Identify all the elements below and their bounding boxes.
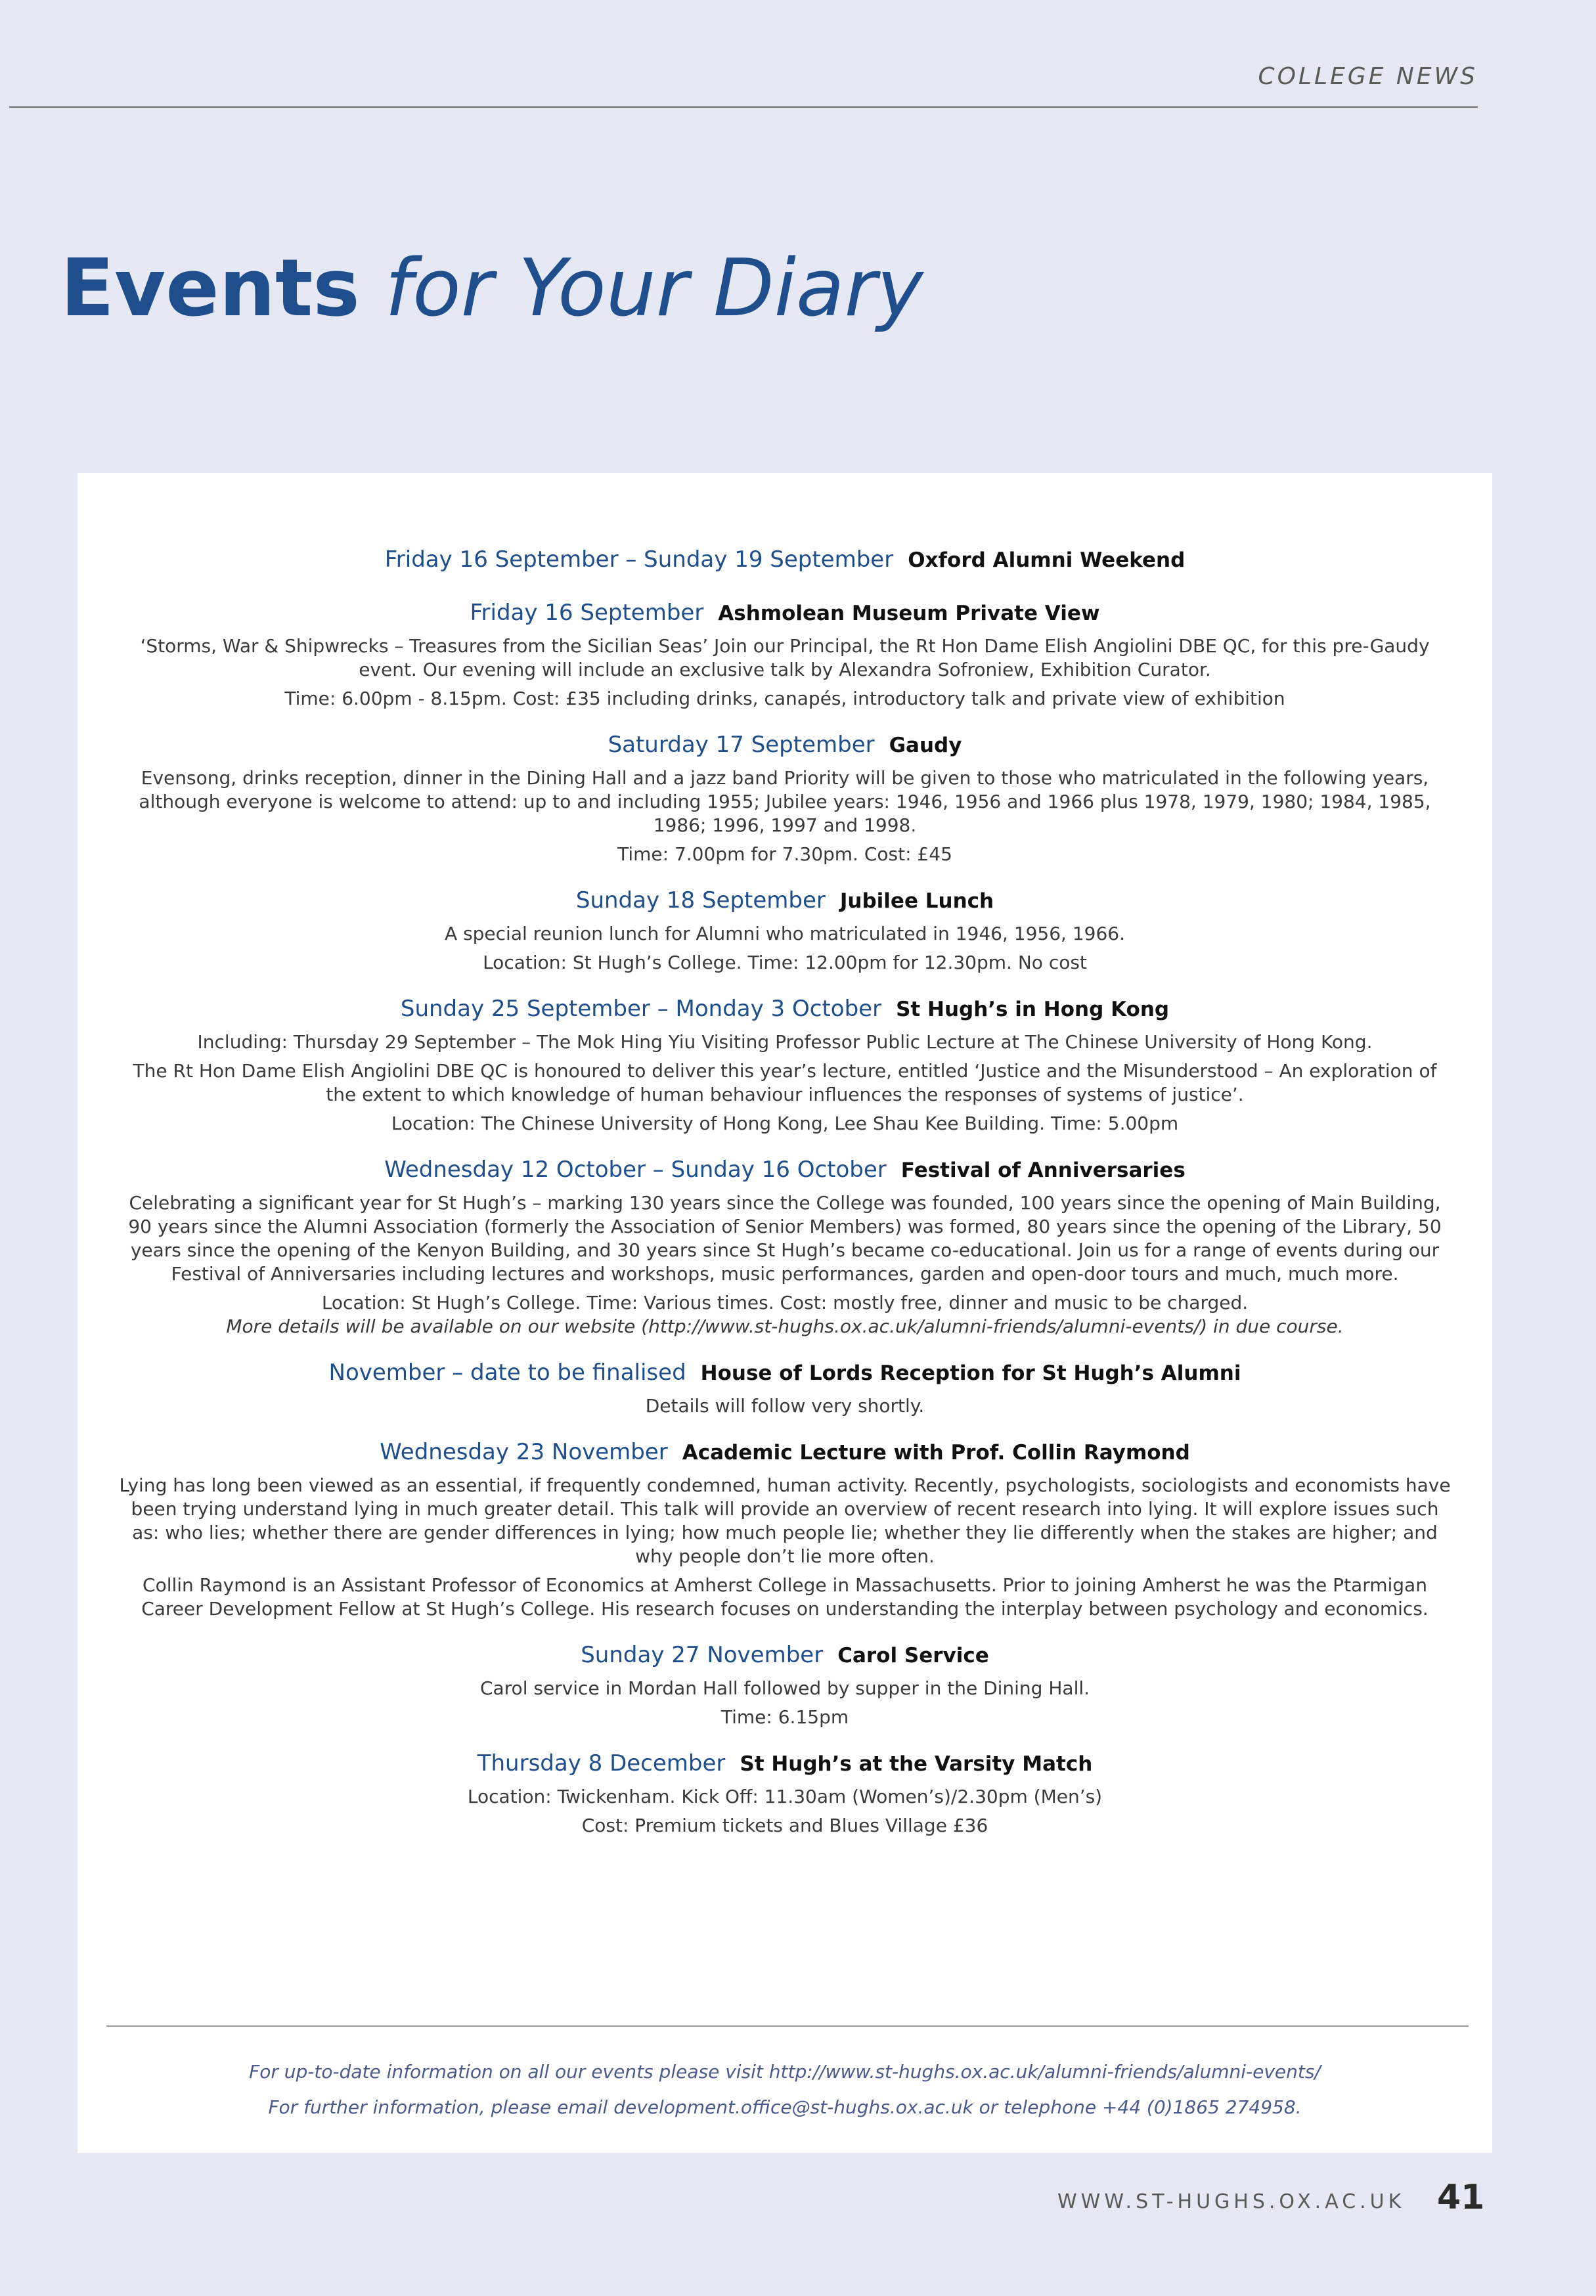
event-details: Time: 7.00pm for 7.30pm. Cost: £45 (617, 843, 952, 865)
page-title-bold: Events (60, 243, 360, 334)
event-name: St Hugh’s at the Varsity Match (740, 1752, 1093, 1776)
event-name: House of Lords Reception for St Hugh’s Alumni (700, 1361, 1241, 1385)
event-description: The Rt Hon Dame Elish Angiolini DBE QC is honoured to deliver this year’s lecture, entitled ‘Justice and the Misunderstood – An exploration of the extent to which knowledge of human behaviour influences the responses of systems of justice’. (133, 1060, 1437, 1105)
event-item (117, 598, 1453, 711)
event-details: Location: Twickenham. Kick Off: 11.30am (Women’s)/2.30pm (Men’s) (467, 1786, 1103, 1807)
page-number: 41 (1437, 2178, 1485, 2217)
event-details: Time: 6.00pm - 8.15pm. Cost: £35 including drinks, canapés, introductory talk and private view of exhibition (284, 688, 1285, 709)
event-item (117, 1358, 1453, 1418)
site-url: WWW.ST-HUGHS.OX.AC.UK (1057, 2190, 1406, 2213)
event-date: Sunday 27 November (581, 1642, 824, 1668)
page-title (60, 243, 923, 334)
footer (78, 2054, 1492, 2125)
section-label: COLLEGE NEWS (1258, 63, 1478, 90)
event-item (117, 1155, 1453, 1338)
event-name: St Hugh’s in Hong Kong (896, 998, 1170, 1021)
event-name: Ashmolean Museum Private View (718, 602, 1100, 625)
event-description: Evensong, drinks reception, dinner in the Dining Hall and a jazz band Priority will be given to those who matriculated in the following years, although everyone is welcome to attend: up to and including 1955; Jubilee years: 1946, 1956 and 1966 plus 1978, 1979, 1980; 1984, 1985, 1986; 1996, 1997 and 1998. (139, 767, 1431, 836)
event-item (117, 545, 1453, 575)
event-description: ‘Storms, War & Shipwrecks – Treasures from the Sicilian Seas’ Join our Principal, the Rt Hon Dame Elish Angiolini DBE QC, for this pre-Gaudy event. Our evening will include an exclusive talk by Alexandra Sofroniew, Exhibition Curator. (140, 635, 1430, 680)
events-panel (78, 473, 1492, 2153)
event-details: Cost: Premium tickets and Blues Village £36 (581, 1815, 988, 1836)
event-item (117, 1641, 1453, 1729)
event-item (117, 994, 1453, 1136)
event-date: Wednesday 12 October – Sunday 16 October (384, 1157, 887, 1183)
event-date: November – date to be finalised (328, 1359, 686, 1386)
event-name: Gaudy (889, 734, 962, 757)
event-date: Sunday 25 September – Monday 3 October (400, 996, 882, 1022)
event-details: Details will follow very shortly. (645, 1395, 925, 1417)
event-name: Jubilee Lunch (839, 889, 994, 913)
event-date: Saturday 17 September (608, 732, 875, 758)
event-item (117, 1438, 1453, 1621)
event-item (117, 730, 1453, 866)
event-name: Carol Service (837, 1644, 989, 1667)
event-details: Location: St Hugh’s College. Time: 12.00pm for 12.30pm. No cost (483, 952, 1087, 973)
event-date: Thursday 8 December (477, 1750, 726, 1777)
event-date: Sunday 18 September (575, 887, 826, 914)
footer-rule (106, 2025, 1469, 2027)
event-details: Location: The Chinese University of Hong Kong, Lee Shau Kee Building. Time: 5.00pm (391, 1113, 1179, 1134)
event-description: Lying has long been viewed as an essential, if frequently condemned, human activity. Recently, psychologists, sociologists and economists have been trying understand lying in much greater detail. This talk will provide an overview of recent research into lying. It will explore issues such as: who lies; whether there are gender differences in lying; how much people lie; whether they lie differently when the stakes are higher; and why people don’t lie more often. (119, 1474, 1451, 1567)
event-website-note: More details will be available on our website (http://www.st-hughs.ox.ac.uk/alumni-friends/alumni-events/) in due course. (226, 1315, 1344, 1337)
event-description: Collin Raymond is an Assistant Professor of Economics at Amherst College in Massachusetts. Prior to joining Amherst he was the Ptarmigan Career Development Fellow at St Hugh’s College. His research focuses on understanding the interplay between psychology and economics. (141, 1574, 1429, 1620)
header-rule (9, 106, 1478, 108)
event-item (117, 1749, 1453, 1838)
page-title-italic: for Your Diary (384, 243, 923, 334)
events-list (117, 545, 1453, 1857)
event-details: Time: 6.15pm (720, 1706, 849, 1728)
event-item (117, 886, 1453, 975)
event-name: Festival of Anniversaries (900, 1159, 1186, 1182)
footer-contact-line: For further information, please email development.office@st-hughs.ox.ac.uk or telephone +44 (0)1865 274958. (268, 2096, 1302, 2118)
event-description: Including: Thursday 29 September – The Mok Hing Yiu Visiting Professor Public Lecture at The Chinese University of Hong Kong. (197, 1031, 1373, 1053)
footer-website-line: For up-to-date information on all our events please visit http://www.st-hughs.ox.ac.uk/alumni-friends/alumni-events/ (249, 2061, 1321, 2083)
event-description: Carol service in Mordan Hall followed by supper in the Dining Hall. (479, 1677, 1090, 1699)
event-description: Celebrating a significant year for St Hugh’s – marking 130 years since the College was founded, 100 years since the opening of Main Building, 90 years since the Alumni Association (formerly the Association of Senior Members) was formed, 80 years since the opening of the Library, 50 years since the opening of the Kenyon Building, and 30 years since St Hugh’s became co-educational. Join us for a range of events during our Festival of Anniversaries including lectures and workshops, music performances, garden and open-door tours and much, much more. (128, 1192, 1442, 1285)
event-date: Wednesday 23 November (380, 1439, 668, 1465)
event-date: Friday 16 September – Sunday 19 September (384, 546, 894, 573)
event-date: Friday 16 September (470, 600, 704, 626)
event-details: Location: St Hugh’s College. Time: Various times. Cost: mostly free, dinner and music to be charged. (321, 1292, 1249, 1314)
event-description: A special reunion lunch for Alumni who matriculated in 1946, 1956, 1966. (445, 923, 1125, 944)
event-name: Oxford Alumni Weekend (908, 548, 1186, 572)
event-name: Academic Lecture with Prof. Collin Raymond (682, 1441, 1190, 1465)
